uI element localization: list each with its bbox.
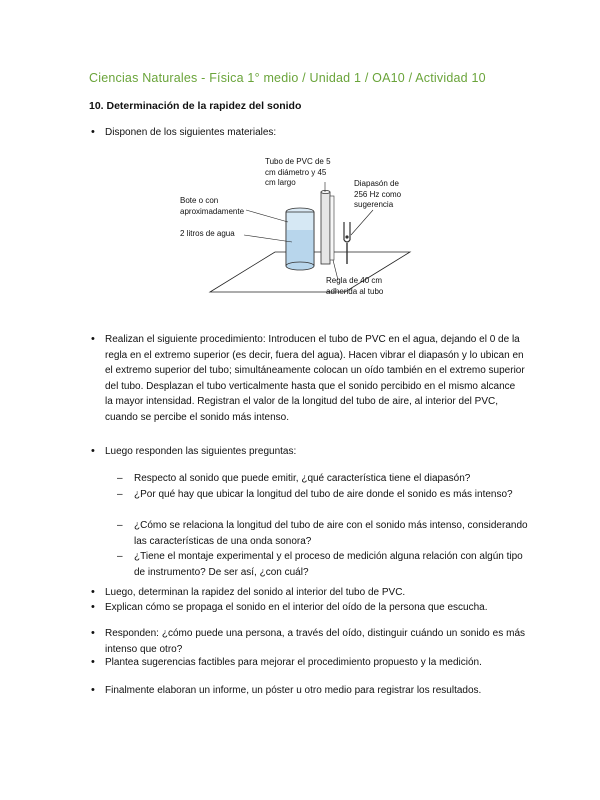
container-bottom bbox=[286, 262, 314, 270]
water-leader bbox=[244, 235, 292, 242]
final-step-item: • Responden: ¿cómo puede una persona, a través del oído, distinguir cuándo un sonido es más intenso que otro? bbox=[105, 626, 525, 657]
pot-leader bbox=[246, 210, 288, 222]
section-title: 10. Determinación de la rapidez del sonido bbox=[89, 100, 302, 112]
ruler-label: Regla de 40 cm adherida al tubo bbox=[326, 276, 384, 296]
water-fill bbox=[286, 230, 314, 266]
tube-label: Tubo de PVC de 5 cm diámetro y 45 cm largo bbox=[265, 157, 331, 187]
question-item: – ¿Por qué hay que ubicar la longitud del tubo de aire donde el sonido es más intenso? bbox=[134, 487, 528, 503]
question-item: – ¿Tiene el montaje experimental y el proceso de medición alguna relación con algún tipo de instrumento? De ser así, ¿con cuál? bbox=[134, 549, 528, 580]
question-item: – ¿Cómo se relaciona la longitud del tubo de aire con el sonido más intenso, considerando las características de una onda sonora? bbox=[134, 518, 528, 549]
document-header: Ciencias Naturales - Física 1° medio / Unidad 1 / OA10 / Actividad 10 bbox=[89, 71, 486, 85]
procedure-text: • Realizan el siguiente procedimiento: Introducen el tubo de PVC en el agua, dejando el 0 de la regla en el extremo superior (es decir, fuera del agua). Hacen vibrar el diapasón y lo ubican en el extremo superior del tubo; simultáneamente colocan un oído también en el extremo superior del tubo. Desplazan el tubo verticalmente hasta que el sonido percibido en el mismo alcance la mayor intensidad. Registran el valor de la longitud del tubo de aire, al interior del PVC, cuando se percibe el sonido más intenso. bbox=[105, 332, 525, 426]
final-step-item: • Luego, determinan la rapidez del sonido al interior del tubo de PVC. bbox=[105, 585, 525, 601]
pot-label: Bote o con aproximadamente bbox=[180, 196, 245, 216]
water-label: 2 litros de agua bbox=[180, 229, 235, 238]
final-step-item: • Finalmente elaboran un informe, un póster u otro medio para registrar los resultados. bbox=[105, 683, 525, 699]
materials-intro: • Disponen de los siguientes materiales: bbox=[105, 125, 525, 141]
fork-label: Diapasón de 256 Hz como sugerencia bbox=[354, 179, 402, 209]
ruler bbox=[330, 196, 334, 260]
experiment-diagram bbox=[170, 152, 430, 302]
question-item: – Respecto al sonido que puede emitir, ¿qué característica tiene el diapasón? bbox=[134, 471, 528, 487]
pvc-tube bbox=[321, 192, 330, 264]
final-step-item: • Explican cómo se propaga el sonido en el interior del oído de la persona que escucha. bbox=[105, 600, 525, 616]
final-step-item: • Plantea sugerencias factibles para mejorar el procedimiento propuesto y la medición. bbox=[105, 655, 525, 671]
questions-intro: • Luego responden las siguientes preguntas: bbox=[105, 444, 525, 460]
fork-leader bbox=[351, 210, 373, 235]
